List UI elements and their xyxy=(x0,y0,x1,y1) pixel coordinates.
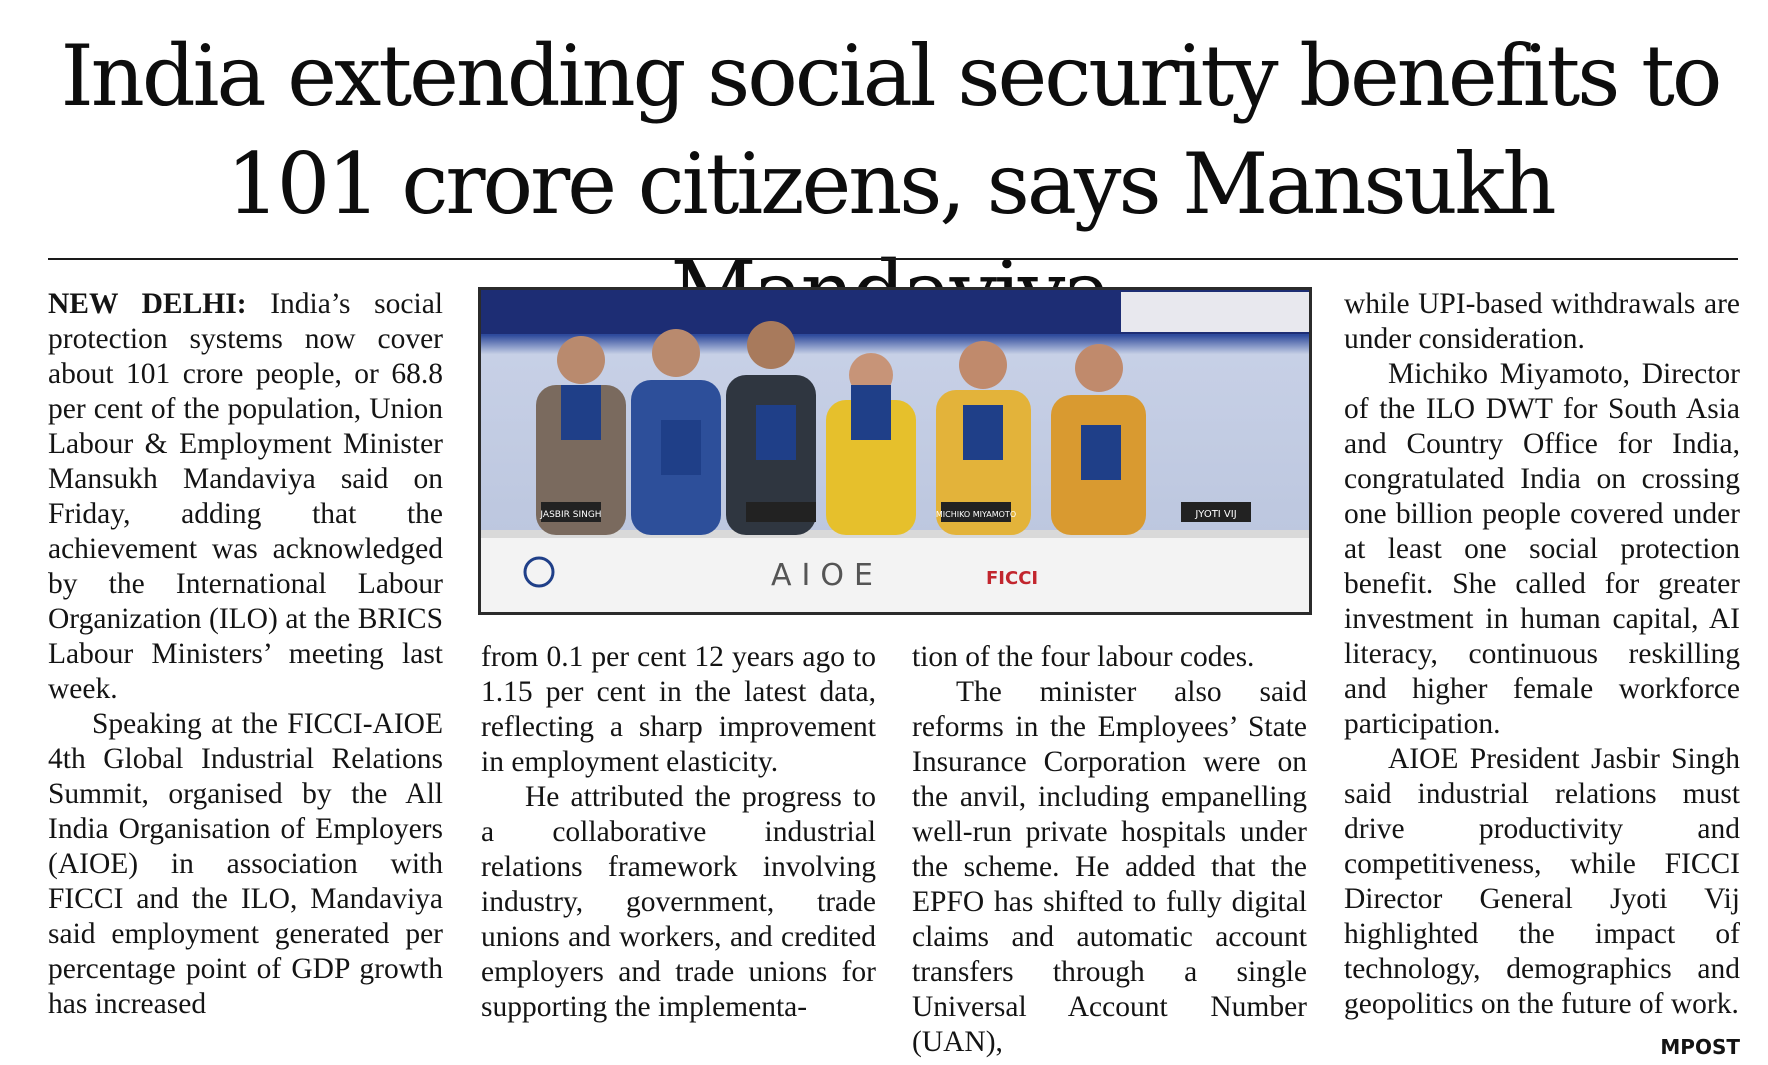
column-3 xyxy=(912,640,1307,1058)
paragraph: Speaking at the FICCI-AIOE 4th Global Industrial Relations Summit, organised by the All India Organisation of Employers (AIOE) in association with FICCI and the ILO, Mandaviya said employment generated per percentage point of GDP growth has increased xyxy=(48,708,443,1020)
ficci-logo: FICCI xyxy=(986,568,1039,589)
dateline: NEW DELHI: xyxy=(48,288,247,320)
paragraph: Michiko Miyamoto, Director of the ILO DWT for South Asia and Country Office for India, congratulated India on crossing one billion people covered under at least one social protection benefit. She called for greater investment in human capital, AI literacy, continuous reskilling and higher female workforce participation. xyxy=(1344,358,1740,740)
column-1 xyxy=(48,287,443,1037)
headline-rule xyxy=(48,258,1738,260)
column-2 xyxy=(481,640,876,1040)
byline: MPOST xyxy=(1660,1035,1740,1059)
paragraph: tion of the four labour codes. xyxy=(912,641,1255,673)
photo-illustration xyxy=(481,290,1309,612)
headline-line-1: India extending social security benefits to xyxy=(60,27,1720,125)
paragraph xyxy=(48,287,443,707)
placard-text: JYOTI VIJ xyxy=(1195,509,1237,520)
paragraph xyxy=(1344,742,1740,1059)
paragraph: He attributed the progress to a collaborative industrial relations framework involving industry, government, trade unions and workers, and credited employers and trade unions for supporting the implementa- xyxy=(481,781,876,1023)
event-photo xyxy=(478,287,1312,615)
column-4 xyxy=(1344,287,1740,1059)
paragraph: from 0.1 per cent 12 years ago to 1.15 per cent in the latest data, reflecting a sharp improvement in employment elasticity. xyxy=(481,641,876,778)
paragraph: while UPI-based withdrawals are under consideration. xyxy=(1344,288,1740,355)
placard-text: JASBIR SINGH xyxy=(540,510,602,520)
paragraph-text: AIOE President Jasbir Singh said industrial relations must drive productivity and competitiveness, while FICCI Director General Jyoti Vij highlighted the impact of technology, demographics and geopolitics on the future of work. xyxy=(1344,743,1740,1020)
paragraph-text: India’s social protection systems now cover about 101 crore people, or 68.8 per cent of the population, Union Labour & Employment Minister Mansukh Mandaviya said on Friday, adding that the achievement was acknowledged by the International Labour Organization (ILO) at the BRICS Labour Ministers’ meeting last week. xyxy=(48,288,443,705)
headline-line-2: 101 crore citizens, says Mansukh xyxy=(226,135,1554,233)
banner-text: AIOE xyxy=(771,558,883,593)
paragraph: The minister also said reforms in the Employees’ State Insurance Corporation were on the anvil, including empanelling well-run private hospitals under the scheme. He added that the EPFO has shifted to fully digital claims and automatic account transfers through a single Universal Account Number (UAN), xyxy=(912,676,1307,1058)
placard-text: MICHIKO MIYAMOTO xyxy=(935,510,1017,519)
